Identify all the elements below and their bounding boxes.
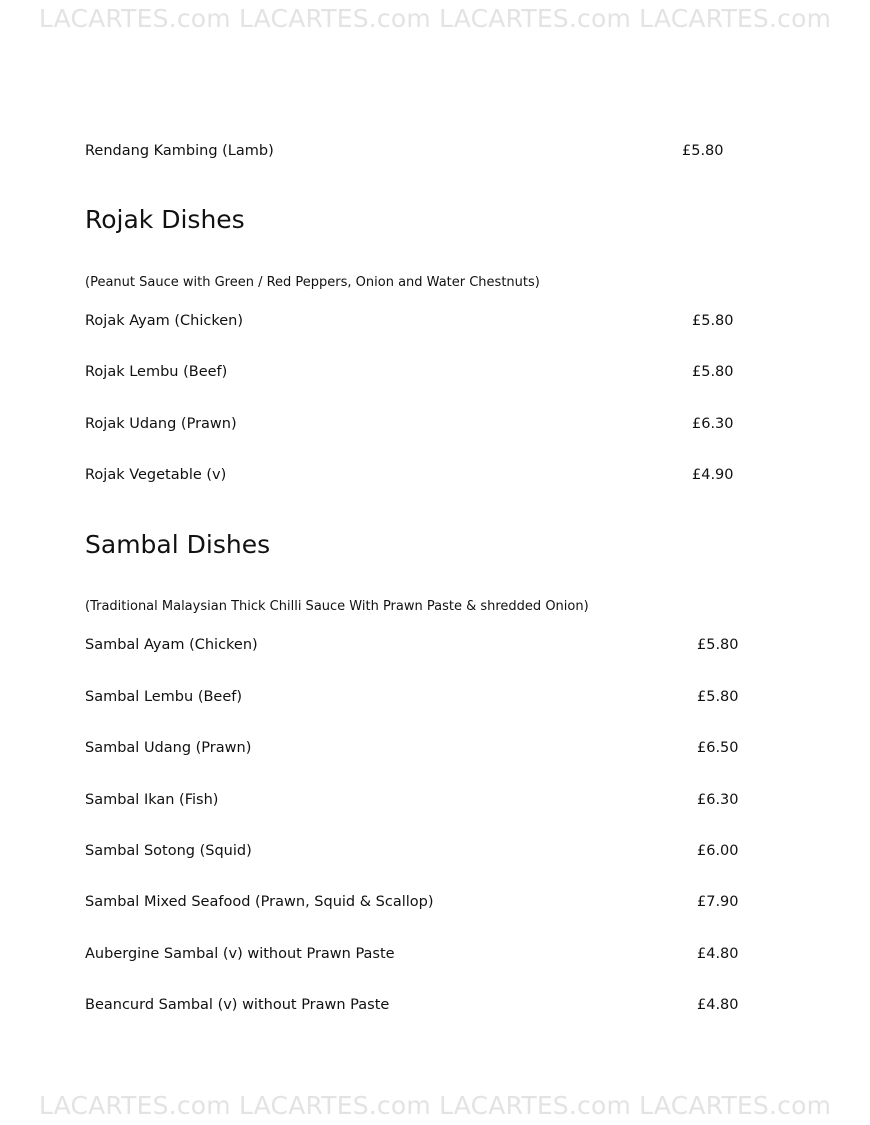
menu-item-price: £5.80 [697, 689, 739, 705]
menu-item-name: Rojak Ayam (Chicken) [85, 313, 243, 329]
menu-item-price: £4.90 [692, 467, 734, 483]
menu-item-name: Sambal Lembu (Beef) [85, 689, 243, 705]
menu-item-name: Aubergine Sambal (v) without Prawn Paste [85, 946, 395, 962]
menu-item-price: £7.90 [697, 894, 739, 910]
menu-item-price: £5.80 [692, 313, 734, 329]
menu-item-name: Rojak Vegetable (v) [85, 467, 227, 483]
menu-item-price: £5.80 [697, 637, 739, 653]
section-heading-rojak: Rojak Dishes [85, 205, 245, 234]
menu-item-price: £6.30 [697, 792, 739, 808]
menu-item-name: Sambal Sotong (Squid) [85, 843, 252, 859]
menu-item-name: Beancurd Sambal (v) without Prawn Paste [85, 997, 390, 1013]
section-note-rojak: (Peanut Sauce with Green / Red Peppers, Onion and Water Chestnuts) [85, 275, 540, 290]
watermark-bottom: LACARTES.com LACARTES.com LACARTES.com LACARTES.com [38, 1091, 832, 1120]
menu-item-name: Sambal Ayam (Chicken) [85, 637, 258, 653]
section-note-sambal: (Traditional Malaysian Thick Chilli Sauce With Prawn Paste & shredded Onion) [85, 599, 589, 614]
menu-item-name: Sambal Mixed Seafood (Prawn, Squid & Scallop) [85, 894, 434, 910]
menu-item-name: Rojak Lembu (Beef) [85, 364, 228, 380]
watermark-top: LACARTES.com LACARTES.com LACARTES.com LACARTES.com [38, 4, 832, 33]
menu-item-price: £5.80 [682, 143, 724, 159]
section-heading-sambal: Sambal Dishes [85, 530, 271, 559]
menu-item-name: Sambal Ikan (Fish) [85, 792, 219, 808]
menu-item-price: £6.30 [692, 416, 734, 432]
menu-item-price: £6.00 [697, 843, 739, 859]
menu-item-price: £4.80 [697, 997, 739, 1013]
menu-item-name: Rendang Kambing (Lamb) [85, 143, 274, 159]
menu-item-name: Sambal Udang (Prawn) [85, 740, 252, 756]
menu-item-price: £5.80 [692, 364, 734, 380]
menu-item-name: Rojak Udang (Prawn) [85, 416, 237, 432]
menu-item-price: £6.50 [697, 740, 739, 756]
menu-item-price: £4.80 [697, 946, 739, 962]
